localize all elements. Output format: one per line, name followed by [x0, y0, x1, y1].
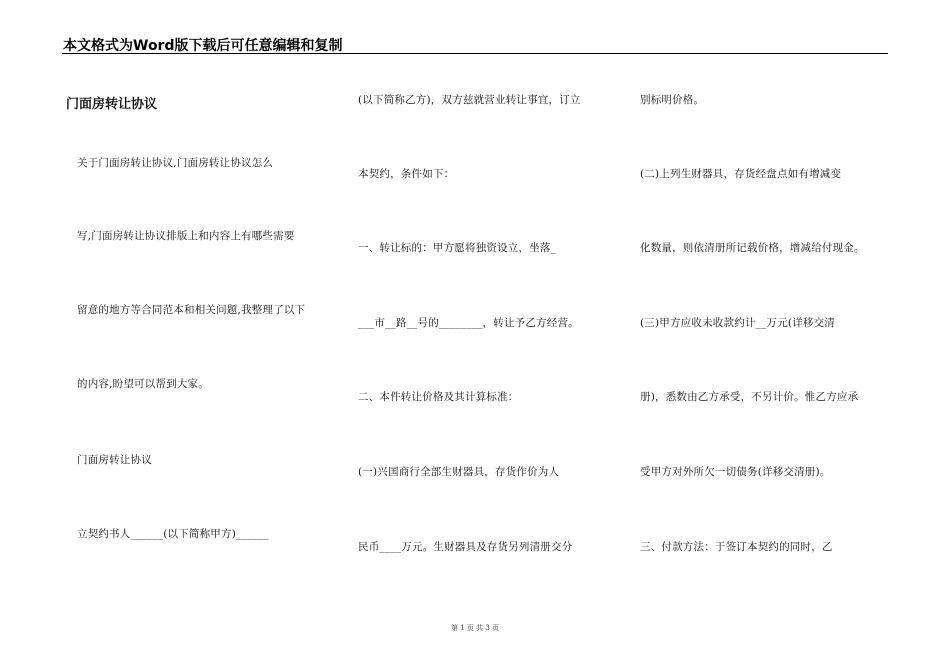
text-line: 本契约，条件如下：: [358, 168, 455, 180]
text-line: 民币____万元。生财器具及存货另列清册交分: [358, 541, 573, 553]
text-line: ___市__路__号的________，转让予乙方经营。: [358, 317, 579, 329]
text-line: 门面房转让协议: [77, 454, 152, 466]
header-title: 本文格式为Word版下载后可任意编辑和复制: [63, 38, 343, 54]
text-line: 别标明价格。: [640, 94, 705, 106]
text-line: (二)上列生财器具，存货经盘点如有增减变: [640, 168, 842, 180]
text-line: 留意的地方等合同范本和相关问题,我整理了以下: [77, 304, 306, 316]
text-line: (一)兴国商行全部生财器具，存货作价为人: [358, 466, 560, 478]
text-line: 一、转让标的：甲方愿将独资设立，坐落_: [358, 242, 557, 254]
text-line: (三)甲方应收未收款约计__万元(详移交清: [640, 317, 835, 329]
text-line: (以下简称乙方)，双方兹就营业转让事宜，订立: [358, 94, 581, 106]
text-column-3: [640, 0, 892, 620]
text-line: 立契约书人______(以下简称甲方)______: [77, 528, 269, 540]
text-line: 的内容,盼望可以帮到大家。: [77, 378, 209, 390]
text-column-1: [77, 0, 327, 620]
text-line: 写,门面房转让协议排版上和内容上有哪些需要: [77, 230, 295, 242]
text-line: 三、付款方法：于签订本契约的同时，乙: [640, 541, 833, 553]
text-column-2: [358, 0, 613, 620]
text-line: 册)，悉数由乙方承受，不另计价。惟乙方应承: [640, 391, 859, 403]
text-line: 二、本件转让价格及其计算标准：: [358, 391, 519, 403]
text-line: 化数量，则依清册所记载价格，增减给付现金。: [640, 242, 865, 254]
text-line: 关于门面房转让协议,门面房转让协议怎么: [77, 157, 274, 169]
page-number: 第 1 页 共 3 页: [450, 624, 500, 632]
document-title: 门面房转让协议: [66, 97, 158, 112]
text-line: 受甲方对外所欠一切债务(详移交清册)。: [640, 466, 831, 478]
